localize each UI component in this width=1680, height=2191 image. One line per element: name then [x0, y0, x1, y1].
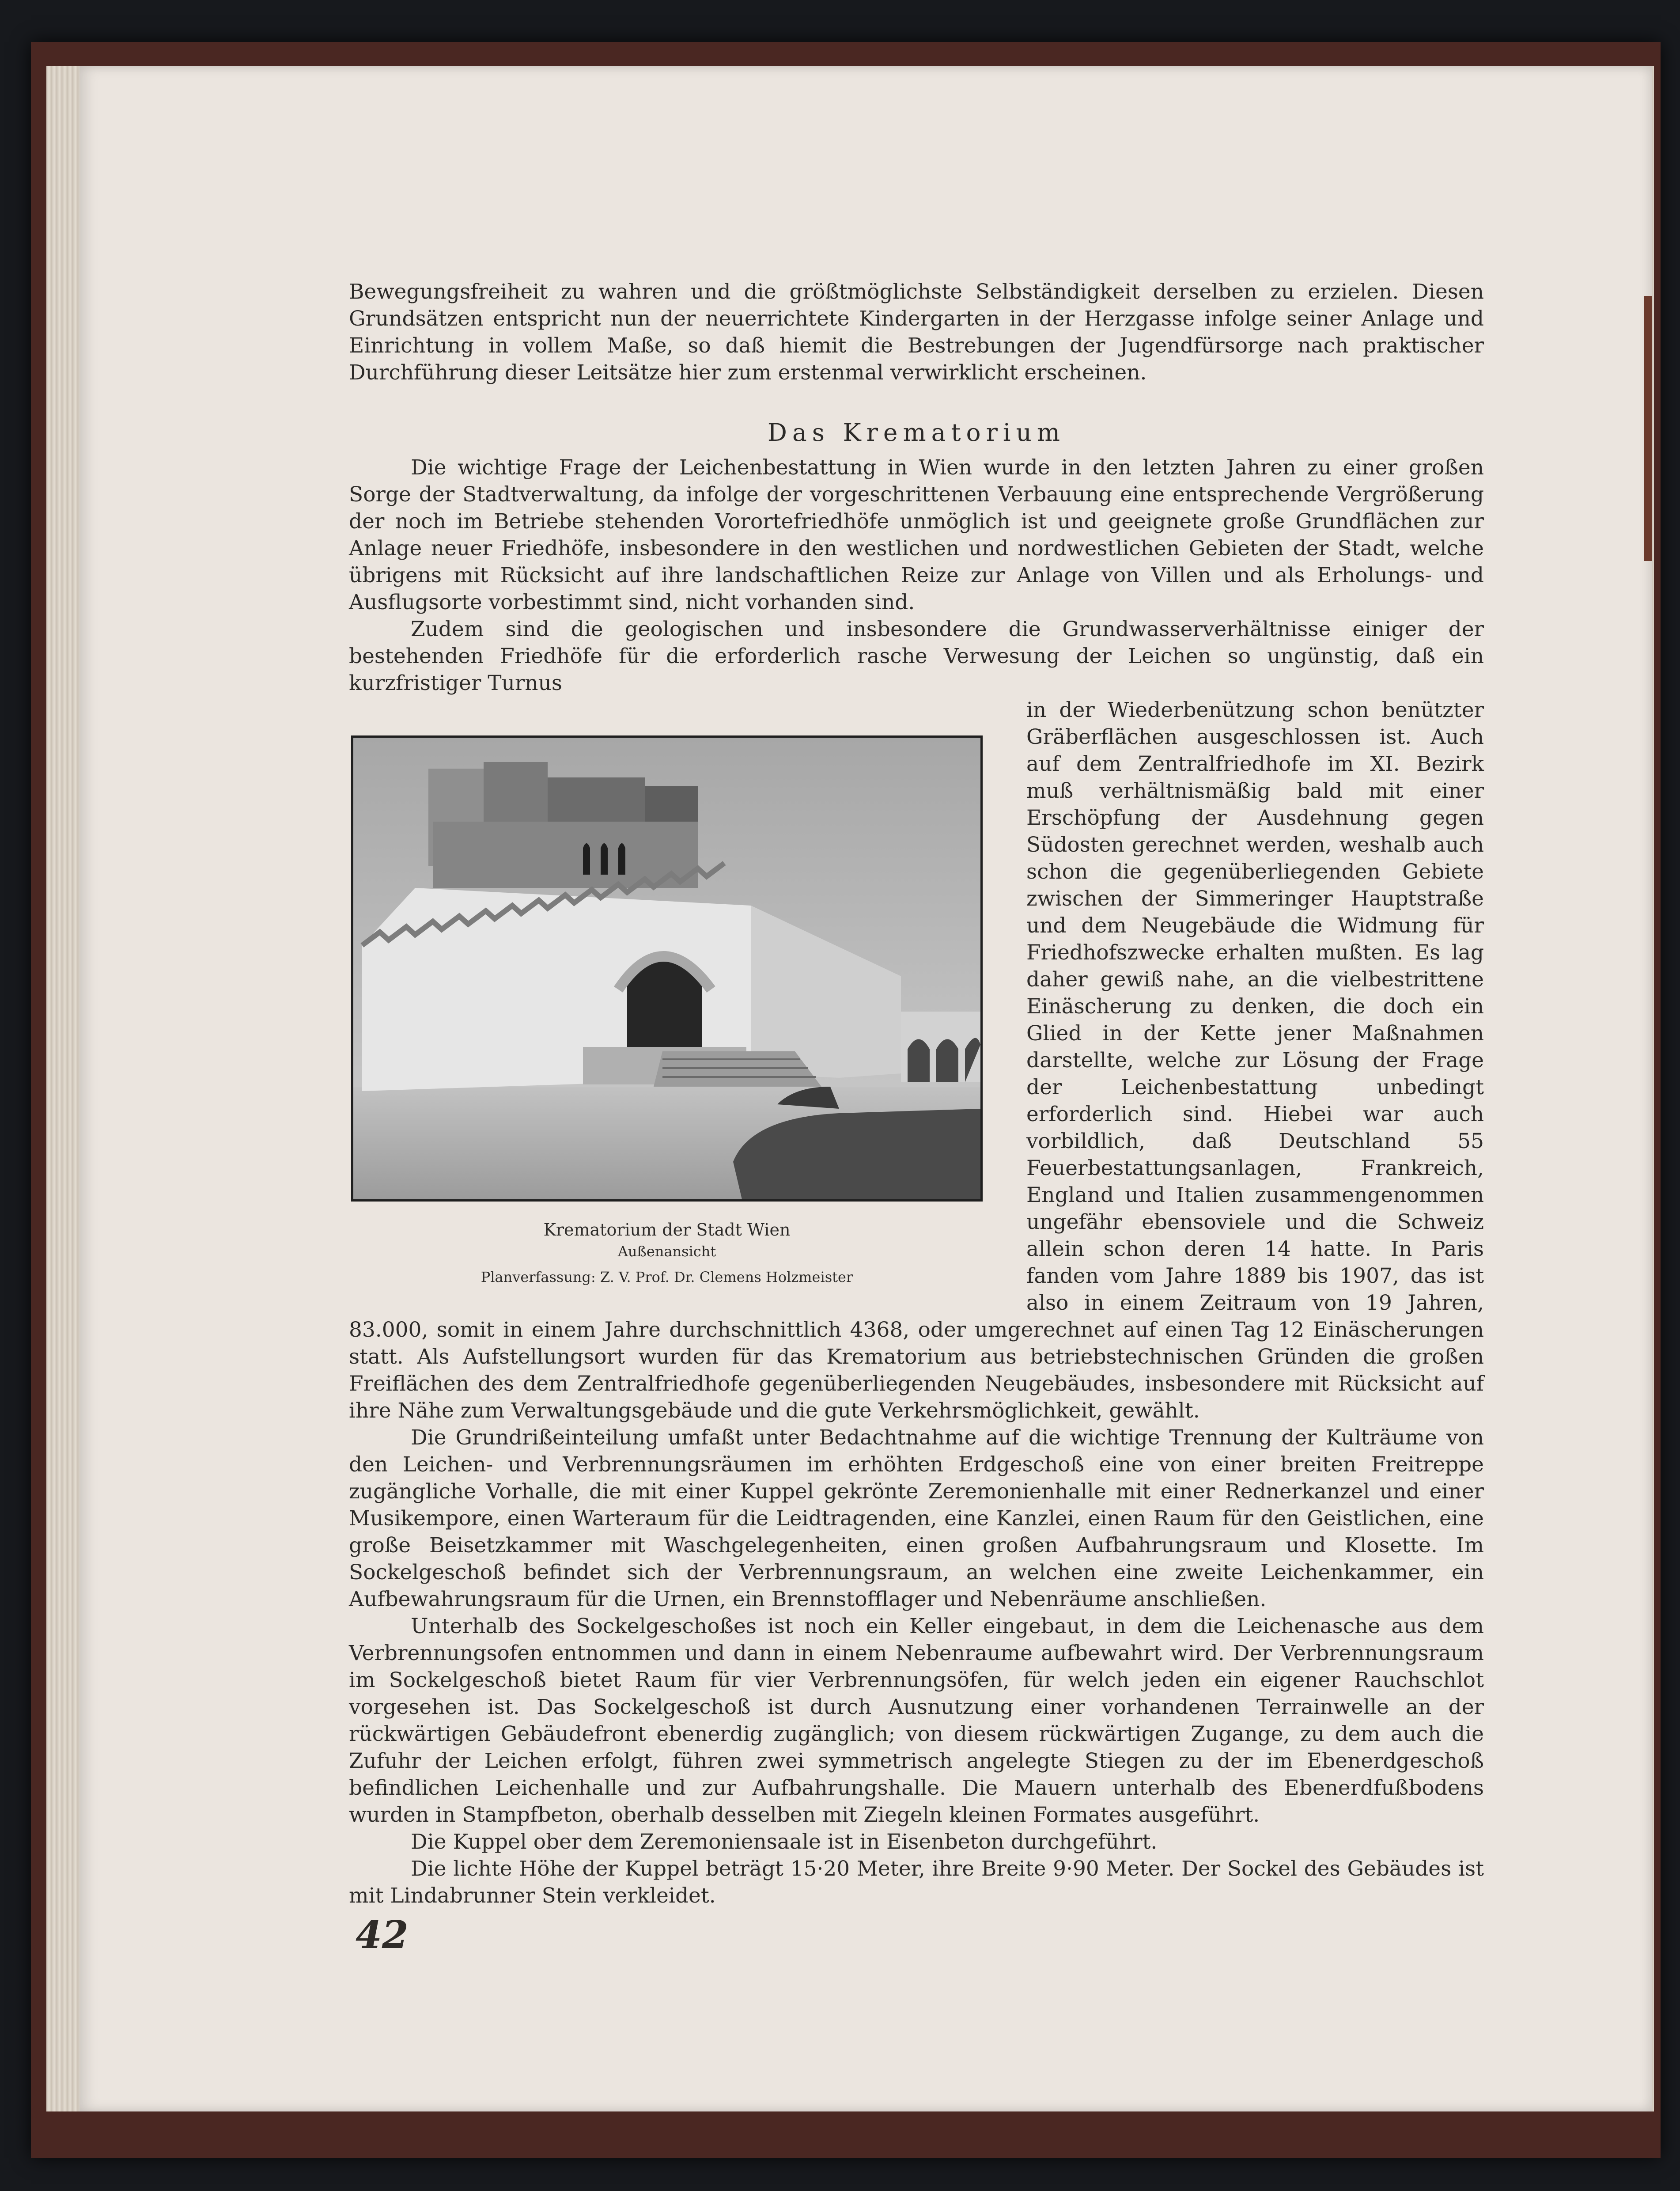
- paragraph-3: Die Grundrißeinteilung umfaßt unter Bedachtnahme auf die wichtige Trennung der Kulträume von den Leichen- und Verbrennungsräumen im erhöhten Erdgeschoß eine von einer breiten Freitreppe zugängliche Vorhalle, die mit einer Kuppel gekrönte Zeremonienhalle mit einer Rednerkanzel und einer Musikempore, einen Warteraum für die Leidtragenden, eine Kanzlei, einen Raum für den Geistlichen, eine große Beisetzkammer mit Waschgelegenheiten, einen großen Aufbahrungsraum und Klosette. Im Sockelgeschoß befindet sich der Verbrennungsraum, an welchen eine zweite Leichenkammer, ein Aufbewahrungsraum für die Urnen, ein Brennstofflager und Nebenräume anschließen.: [349, 1425, 1484, 1611]
- paragraph-5: Die Kuppel ober dem Zeremoniensaale ist in Eisenbeton durchgeführt.: [411, 1830, 1158, 1854]
- figure: [349, 735, 985, 1288]
- paragraph-2b: in der Wiederbenützung schon benützter Gräberflächen ausgeschlossen ist. Auch auf dem Zentralfriedhofe im XI. Bezirk muß verhältnismäßig bald mit einer Erschöpfung der Ausdehnung gegen Südosten gerechnet werden, weshalb auch schon die gegenüberliegenden Gebiete zwischen der Simmeringer Hauptstraße und dem Neugebäude die Widmung für Friedhofszwecke erhalten mußten. Es lag daher gewiß nahe, an die vielbestrittene Einäscherung zu denken, die doch ein Glied in der Kette jener Maßnahmen darstellte, welche zur Lösung der Frage der Leichenbestattung unbedingt erforderlich sind. Hiebei war auch vorbildlich, daß Deutschland 55 Feuerbestattungsanlagen, Frankreich, England und Italien zusammengenommen ungefähr ebensoviele und die Schweiz allein schon deren 14 hatte. In Paris fanden vom Jahre 1889 bis 1907, das ist also in einem Zeitraum von 19 Jahren, 83.000, somit in einem Jahre durchschnittlich 4368, oder umgerechnet auf einen Tag 12 Einäscherungen statt. Als Aufstellungsort wurden für das Krematorium aus betriebstechnischen Gründen die großen Freiflächen des dem Zentralfriedhofe gegenüberliegenden Neugebäudes, insbesondere mit Rücksicht auf ihre Nähe zum Verwaltungsgebäude und die gute Verkehrsmöglichkeit, gewählt.: [349, 698, 1484, 1423]
- paragraph-6: Die lichte Höhe der Kuppel beträgt 15·20 Meter, ihre Breite 9·90 Meter. Der Sockel des Gebäudes ist mit Lindabrunner Stein verkleidet.: [349, 1857, 1484, 1908]
- figure-caption-subtitle: Außenansicht: [617, 1243, 716, 1260]
- paragraph-1: Die wichtige Frage der Leichenbestattung in Wien wurde in den letzten Jahren zu einer großen Sorge der Stadtverwaltung, da infolge der vorgeschrittenen Verbauung eine entsprechende Vergrößerung der noch im Betriebe stehenden Vorortefriedhöfe unmöglich ist und geeignete große Grundflächen zur Anlage neuer Friedhöfe, insbesondere in den westlichen und nordwestlichen Gebieten der Stadt, welche übrigens mit Rücksicht auf ihre landschaftlichen Reize zur Anlage von Villen und als Erholungs- und Ausflugsorte vorbestimmt sind, nicht vorhanden sind.: [349, 455, 1484, 614]
- figure-caption-title: Krematorium der Stadt Wien: [543, 1220, 791, 1240]
- crematorium-building-illustration: [353, 738, 980, 1199]
- section-heading: Das Krematorium: [767, 418, 1066, 447]
- paragraph-2a: Zudem sind die geologischen und insbesondere die Grundwasserverhältnisse einiger der bestehenden Friedhöfe für die erforderlich rasche Verwesung der Leichen so ungünstig, daß ein kurzfristiger Turnus: [349, 617, 1484, 695]
- crematorium-photo: [351, 735, 983, 1202]
- page-number: 42: [356, 1913, 409, 1957]
- intro-paragraph: Bewegungsfreiheit zu wahren und die größtmöglichste Selbständigkeit derselben zu erzielen. Diesen Grundsätzen entspricht nun der neuerrichtete Kindergarten in der Herzgasse infolge seiner Anlage und Einrichtung in vollem Maße, so daß hiemit die Bestrebungen der Jugendfürsorge nach praktischer Durchführung dieser Leitsätze hier zum erstenmal verwirklicht erscheinen.: [349, 280, 1484, 385]
- paragraph-4: Unterhalb des Sockelgeschoßes ist noch ein Keller eingebaut, in dem die Leichenasche aus dem Verbrennungsofen entnommen und dann in einem Nebenraume aufbewahrt wird. Der Verbrennungsraum im Sockelgeschoß bietet Raum für vier Verbrennungsöfen, für welch jeden ein eigener Rauchschlot vorgesehen ist. Das Sockelgeschoß ist durch Ausnutzung einer vorhandenen Terrainwelle an der rückwärtigen Gebäudefront ebenerdig zugänglich; von diesem rückwärtigen Zugange, zu dem auch die Zufuhr der Leichen erfolgt, führen zwei symmetrisch angelegte Stiegen zu der im Ebenerdgeschoß befindlichen Leichenhalle und zur Aufbahrungshalle. Die Mauern unterhalb des Ebenerdfußbodens wurden in Stampfbeton, oberhalb desselben mit Ziegeln kleinen Formates ausgeführt.: [349, 1614, 1484, 1827]
- article-body: [349, 278, 1484, 1909]
- figure-credit: Planverfassung: Z. V. Prof. Dr. Clemens Holzmeister: [481, 1269, 853, 1285]
- bookmark-ribbon: [1644, 296, 1652, 561]
